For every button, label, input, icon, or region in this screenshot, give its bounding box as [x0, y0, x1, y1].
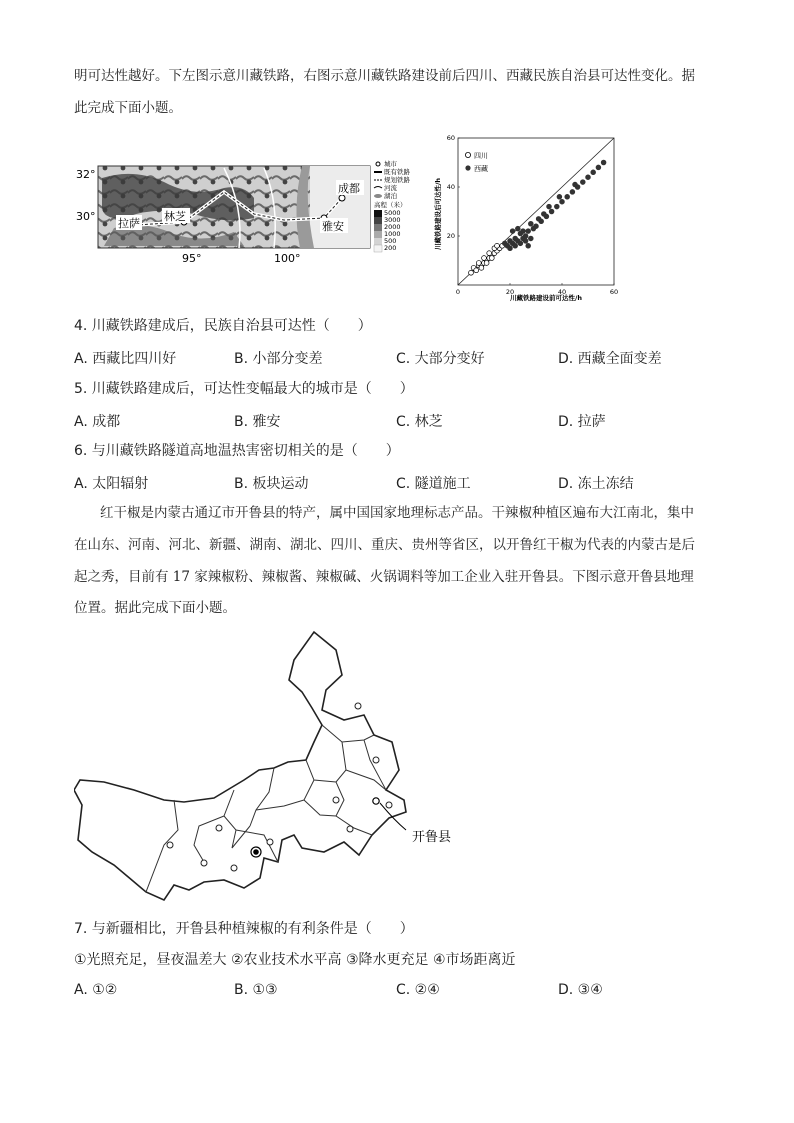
tibet-point	[596, 165, 601, 170]
sichuan-point	[487, 251, 492, 256]
seat-ordos	[231, 865, 237, 871]
elev-2000: 2000	[384, 223, 401, 231]
tibet-point	[580, 180, 585, 185]
inner-mongolia-map	[74, 630, 474, 910]
tibet-point	[521, 229, 526, 234]
sichuan-point	[474, 268, 479, 273]
tibet-point	[508, 246, 513, 251]
label-yaan: 雅安	[322, 220, 344, 233]
x-tick-label: 20	[505, 288, 515, 296]
q5-option-c[interactable]: C. 林芝	[396, 414, 443, 430]
q6-option-c[interactable]: C. 隧道施工	[396, 476, 471, 492]
legend-lake: 湖泊	[384, 192, 397, 200]
tibet-point	[573, 182, 578, 187]
tibet-point	[534, 224, 539, 229]
q4-option-d[interactable]: D. 西藏全面变差	[558, 351, 662, 367]
seat-hulunbuir	[355, 703, 361, 709]
question-4-stem: 4. 川藏铁路建成后，民族自治县可达性（ ）	[74, 318, 372, 334]
lon-95: 95°	[182, 252, 202, 265]
q7-option-b[interactable]: B. ①③	[234, 982, 278, 998]
tibet-point	[541, 212, 546, 217]
scatter-x-label: 川藏铁路建设前可达性/h	[509, 294, 583, 302]
seat-xingan	[373, 757, 379, 763]
q6-option-d[interactable]: D. 冻土冻结	[558, 476, 634, 492]
tibet-point	[528, 221, 533, 226]
sichuan-point	[484, 261, 489, 266]
sichuan-point	[479, 265, 484, 270]
seat-alxa	[167, 842, 173, 848]
y-tick-label: 20	[446, 232, 455, 240]
seat-ulanqab	[267, 839, 273, 845]
tibet-point	[528, 236, 533, 241]
tibet-point	[549, 209, 554, 214]
q4-option-c[interactable]: C. 大部分变好	[396, 351, 485, 367]
legend-elevation-title: 高程（米）	[374, 201, 407, 209]
q7-option-d[interactable]: D. ③④	[558, 982, 603, 998]
passage2-line-4: 位置。据此完成下面小题。	[74, 600, 236, 616]
tibet-point	[557, 194, 562, 199]
question-5-stem: 5. 川藏铁路建成后，可达性变幅最大的城市是（ ）	[74, 381, 414, 397]
x-tick-label: 60	[609, 288, 619, 296]
lon-100: 100°	[274, 252, 301, 265]
q6-option-a[interactable]: A. 太阳辐射	[74, 476, 149, 492]
tibet-point	[601, 160, 606, 165]
passage2-line-2: 在山东、河南、河北、新疆、湖南、湖北、四川、重庆、贵州等省区，以开鲁红干椒为代表的内蒙古是后	[74, 537, 695, 553]
tibet-point	[518, 241, 523, 246]
tibet-point	[523, 234, 528, 239]
q7-option-c[interactable]: C. ②④	[396, 982, 440, 998]
tibet-point	[591, 170, 596, 175]
legend-sichuan: 四川	[474, 152, 488, 160]
label-chengdu: 成都	[338, 182, 360, 195]
question-6-stem: 6. 与川藏铁路隧道高地温热害密切相关的是（ ）	[74, 443, 400, 459]
lat-30: 30°	[76, 210, 96, 223]
legend-tibet: 西藏	[474, 165, 488, 173]
elev-1000: 1000	[384, 230, 401, 238]
chengdu-dot	[339, 195, 345, 201]
elev-500: 500	[384, 237, 397, 245]
question-7-stem: 7. 与新疆相比，开鲁县种植辣椒的有利条件是（ ）	[74, 921, 414, 937]
tibet-point	[560, 199, 565, 204]
q5-option-a[interactable]: A. 成都	[74, 414, 121, 430]
label-lhasa: 拉萨	[118, 217, 140, 230]
legend-planned-rail: 规划铁路	[384, 176, 410, 184]
y-tick-label: 40	[446, 183, 455, 191]
intro-line-2: 此完成下面小题。	[74, 100, 182, 116]
passage2-line-1: 红干椒是内蒙古通辽市开鲁县的特产，属中国国家地理标志产品。干辣椒种植区遍布大江南北，集中	[100, 505, 694, 521]
legend-existing-rail: 既有铁路	[384, 168, 410, 176]
sichuan-point	[495, 243, 500, 248]
y-tick-label: 60	[446, 134, 455, 142]
sichuan-point	[476, 261, 481, 266]
tibet-point	[547, 204, 552, 209]
elev-5000: 5000	[384, 209, 401, 217]
sichuan-tibet-railway-map	[74, 158, 420, 266]
passage2-line-3: 起之秀，目前有 17 家辣椒粉、辣椒酱、辣椒碱、火锅调料等加工企业入驻开鲁县。下图示意开鲁县地理	[74, 569, 694, 585]
kailu-county-label: 开鲁县	[412, 830, 452, 845]
seat-baotou	[216, 825, 222, 831]
tibet-point	[526, 229, 531, 234]
intro-line-1: 明可达性越好。下左图示意川藏铁路，右图示意川藏铁路建设前后四川、西藏民族自治县可达性变化。据	[74, 68, 695, 84]
sichuan-point	[482, 256, 487, 261]
seat-xilingol	[333, 797, 339, 803]
scatter-points	[469, 160, 606, 275]
tibet-point	[526, 243, 531, 248]
tibet-point	[536, 216, 541, 221]
x-tick-label: 0	[455, 288, 461, 296]
question-7-conditions: ①光照充足，昼夜温差大 ②农业技术水平高 ③降水更充足 ④市场距离近	[74, 952, 516, 968]
tibet-point	[523, 239, 528, 244]
tibet-point	[570, 190, 575, 195]
legend-river: 河流	[384, 184, 397, 192]
seat-wuhai	[201, 860, 207, 866]
q5-option-b[interactable]: B. 雅安	[234, 414, 281, 430]
elev-3000: 3000	[384, 216, 401, 224]
accessibility-scatter-chart	[430, 130, 630, 305]
tibet-point	[510, 229, 515, 234]
q4-option-a[interactable]: A. 西藏比四川好	[74, 351, 177, 367]
kailu-county-dot	[373, 798, 379, 804]
q5-option-d[interactable]: D. 拉萨	[558, 414, 606, 430]
tibet-point	[554, 204, 559, 209]
legend-city: 城市	[384, 160, 397, 168]
elev-200: 200	[384, 244, 397, 252]
map-legend	[374, 159, 411, 252]
x-tick-label: 40	[557, 288, 567, 296]
tibet-point	[515, 226, 520, 231]
sichuan-point	[489, 256, 494, 261]
lat-32: 32°	[76, 168, 96, 181]
q4-option-b[interactable]: B. 小部分变差	[234, 351, 323, 367]
tibet-point	[513, 243, 518, 248]
seat-tongliao	[386, 802, 392, 808]
scatter-y-label: 川藏铁路建设后可达性/h	[434, 177, 442, 251]
q6-option-b[interactable]: B. 板块运动	[234, 476, 309, 492]
tibet-point	[586, 175, 591, 180]
q7-option-a[interactable]: A. ①②	[74, 982, 118, 998]
tibet-point	[508, 239, 513, 244]
region-outline	[74, 632, 406, 900]
tibet-point	[565, 194, 570, 199]
sichuan-point	[469, 270, 474, 275]
scatter-legend	[465, 151, 488, 173]
seat-chifeng	[347, 826, 353, 832]
label-nyingchi: 林芝	[164, 210, 186, 223]
tibet-point	[513, 236, 518, 241]
